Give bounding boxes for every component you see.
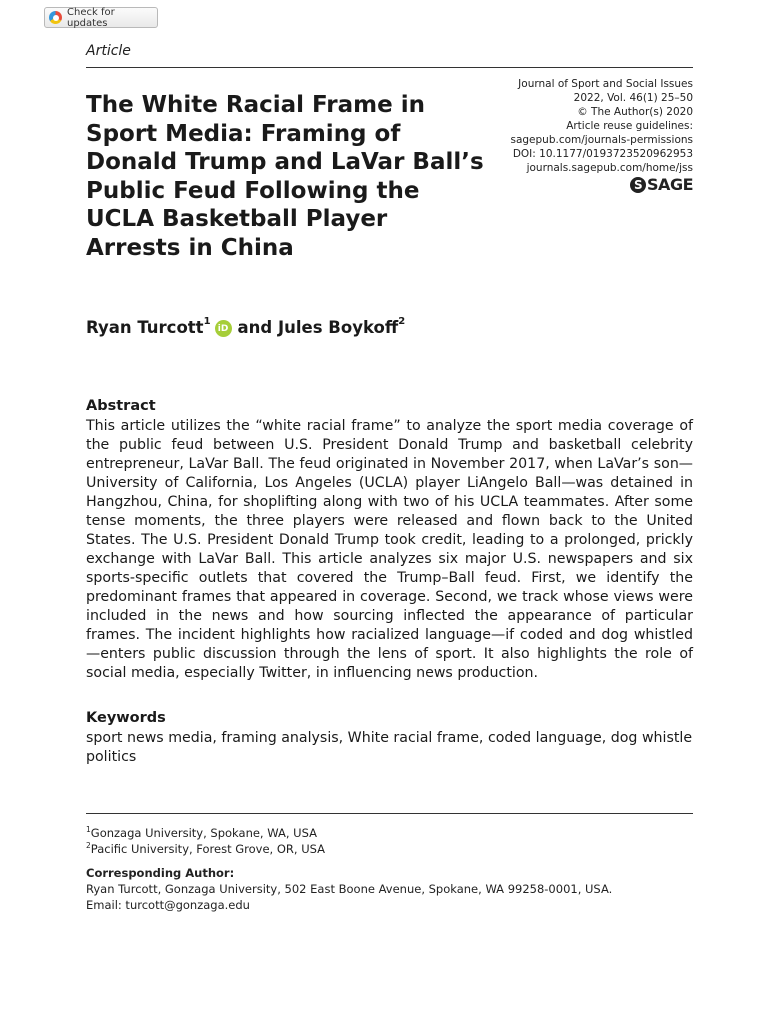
journal-info (510, 77, 693, 175)
author-conjunction: and (237, 318, 273, 337)
keywords-text: sport news media, framing analysis, White racial frame, coded language, dog whistle politics (86, 730, 693, 765)
affiliation-2 (86, 841, 325, 856)
footnote-divider (86, 813, 693, 814)
corresponding-author-heading: Corresponding Author: (86, 866, 235, 880)
article-title: The White Racial Frame in Sport Media: Framing of Donald Trump and LaVar Ball’s Public Feud Following the UCLA Basketball Player Arrests in China (86, 92, 484, 261)
check-for-updates-button[interactable] (44, 7, 158, 28)
author-line (86, 318, 405, 337)
sage-logo (630, 175, 693, 194)
permissions-link[interactable]: sagepub.com/journals-permissions (510, 134, 693, 146)
affiliation-2-text: Pacific University, Forest Grove, OR, USA (90, 841, 326, 856)
author-2-affil-marker: 2 (398, 316, 406, 327)
header-divider (86, 67, 693, 68)
abstract-text: This article utilizes the “white racial frame” to analyze the sport media coverage of the public feud between U.S. President Donald Trump and basketball celebrity entrepreneur, LaVar Ball. The feud originated in November 2017, when LaVar’s son—University of California, Los Angeles (UCLA) player LiAngelo Ball—was detained in Hangzhou, China, for shoplifting along with two of his UCLA teammates. After some tense moments, the three players were released and flown back to the United States. The U.S. President Donald Trump took credit, leading to a prolonged, prickly exchange with LaVar Ball. This article analyzes six major U.S. newspapers and six sports-specific outlets that covered the Trump–Ball feud. First, we identify the predominant frames that appeared in coverage. Second, we track whose views were included in the news and how sourcing inflected the appearance of particular frames. The incident highlights how racialized language—if coded and dog whistled—enters public discussion through the lens of sport. It also highlights the role of social media, especially Twitter, in influencing news production. (86, 418, 693, 681)
article-type-label: Article (86, 43, 131, 59)
author-2[interactable]: Jules Boykoff (277, 318, 399, 337)
abstract-heading: Abstract (86, 398, 156, 414)
affiliation-2-marker: 2 (86, 841, 91, 850)
orcid-icon[interactable]: iD (215, 320, 232, 337)
sage-logo-text: SAGE (647, 175, 693, 194)
author-1-affil-marker: 1 (203, 316, 211, 327)
journal-volume: 2022, Vol. 46(1) 25–50 (573, 92, 693, 104)
journal-copyright: © The Author(s) 2020 (577, 106, 693, 118)
affiliation-1-text: Gonzaga University, Spokane, WA, USA (90, 825, 317, 840)
affiliation-1-marker: 1 (86, 825, 91, 834)
corresponding-address: Ryan Turcott, Gonzaga University, 502 East Boone Avenue, Spokane, WA 99258-0001, USA. (86, 882, 613, 896)
journal-name: Journal of Sport and Social Issues (518, 78, 693, 90)
sage-s-icon: S (630, 177, 646, 193)
affiliation-1 (86, 825, 317, 840)
keywords-heading: Keywords (86, 710, 166, 726)
doi-link[interactable]: DOI: 10.1177/0193723520962953 (512, 148, 693, 160)
check-for-updates-label: Check for updates (67, 6, 115, 29)
reuse-guidelines: Article reuse guidelines: (566, 120, 693, 132)
author-1[interactable]: Ryan Turcott (86, 318, 204, 337)
corresponding-email[interactable]: Email: turcott@gonzaga.edu (86, 898, 250, 912)
crossmark-icon (49, 11, 62, 24)
journal-url-link[interactable]: journals.sagepub.com/home/jss (526, 162, 693, 174)
